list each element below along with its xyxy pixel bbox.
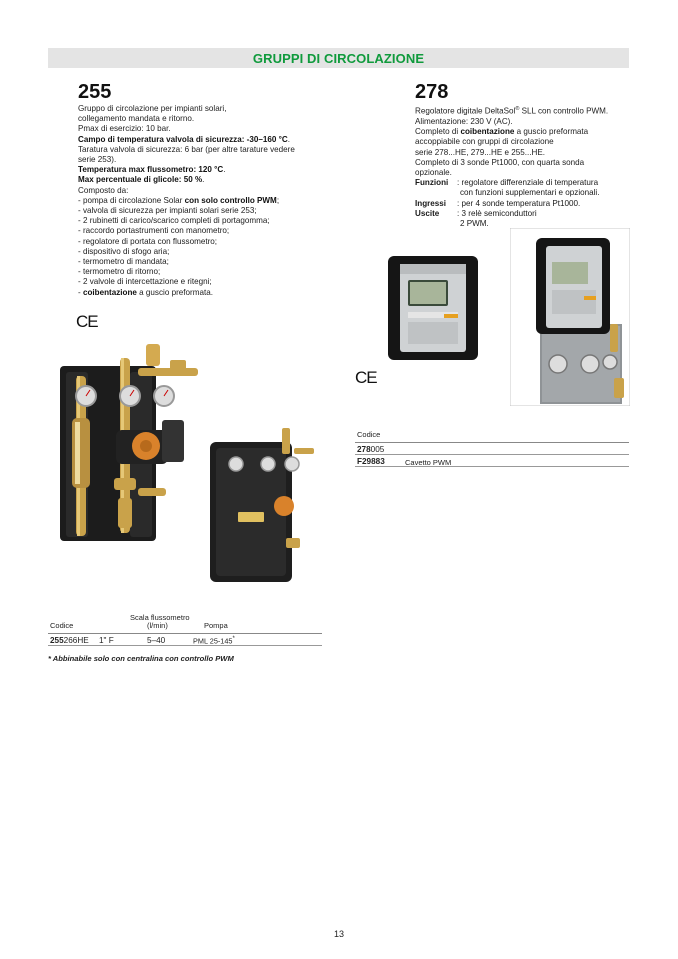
row-pump: PML 25-145* xyxy=(193,636,235,646)
description-line: - regolatore di portata con flussometro; xyxy=(78,236,218,246)
ingressi-row: Ingressi : per 4 sonde temperatura Pt1000. xyxy=(415,198,581,208)
description-line: - pompa di circolazione Solar con solo controllo PWM; xyxy=(78,195,280,205)
section-title: GRUPPI DI CIRCOLAZIONE xyxy=(252,50,425,66)
row-desc: Cavetto PWM xyxy=(405,457,452,467)
description-line: Gruppo di circolazione per impianti solari, xyxy=(78,104,227,113)
product-278-column xyxy=(415,82,630,229)
row-code: 255266HE xyxy=(50,636,89,645)
circulation-group-image xyxy=(58,338,318,586)
description-line: Completo di coibentazione a guscio preformata xyxy=(415,127,589,137)
funzioni-row: Funzioni : regolatore differenziale di temperatura con funzioni supplementari e opzionali. xyxy=(415,178,600,198)
table-header xyxy=(355,424,629,443)
description-line: Campo di temperatura valvola di sicurezza: -30–160 °C. xyxy=(78,134,290,144)
product-278-table xyxy=(355,424,629,467)
description-line: Completo di 3 sonde Pt1000, con quarta sonda xyxy=(415,157,585,167)
row-size: 1" F xyxy=(99,636,114,645)
header-codice: Codice xyxy=(50,620,74,630)
table-row xyxy=(355,443,629,455)
product-255-table xyxy=(48,612,322,646)
description-line: collegamento mandata e ritorno. xyxy=(78,114,195,124)
table-row xyxy=(355,455,629,467)
description-line: Pmax di esercizio: 10 bar. xyxy=(78,124,171,134)
description-line: - raccordo portastrumenti con manometro; xyxy=(78,226,230,236)
header-codice: Codice xyxy=(357,429,381,439)
description-line: serie 278...HE, 279...HE e 255...HE. xyxy=(415,147,546,157)
description-line: serie 253). xyxy=(78,155,117,165)
table-row xyxy=(48,634,322,646)
header-scala: Scala flussometro xyxy=(130,612,190,622)
row-range: 5–40 xyxy=(147,636,166,645)
header-pompa: Pompa xyxy=(204,620,228,630)
description-line: - coibentazione a guscio preformata. xyxy=(78,287,213,297)
ce-mark-right: CE xyxy=(355,368,377,387)
table-header xyxy=(48,612,322,634)
description-line: - valvola di sicurezza per impianti solari serie 253; xyxy=(78,206,257,216)
description-line: Max percentuale di glicole: 50 %. xyxy=(78,175,205,185)
uscite-row: Uscite : 3 relè semiconduttori 2 PWM. xyxy=(415,208,537,228)
description-line: - termometro di ritorno; xyxy=(78,267,161,277)
product-278-description xyxy=(415,104,630,178)
page-number: 13 xyxy=(333,929,344,939)
controller-mounted-image xyxy=(510,228,630,406)
row-code: F29883 xyxy=(357,457,385,466)
description-line: opzionale. xyxy=(415,167,452,177)
description-line: Regolatore digitale DeltaSol® SLL con controllo PWM. xyxy=(415,106,609,116)
description-line: - 2 valvole di intercettazione e ritegni; xyxy=(78,277,212,287)
row-code: 278005 xyxy=(357,445,385,454)
product-255-description xyxy=(78,104,328,298)
description-line: Taratura valvola di sicurezza: 6 bar (per altre tarature vedere xyxy=(78,144,295,154)
ce-mark-left: CE xyxy=(76,312,98,331)
header-scala-unit: (l/min) xyxy=(147,620,168,630)
product-code-278: 278 xyxy=(415,81,449,103)
description-line: - dispositivo di sfogo aria; xyxy=(78,246,170,256)
description-line: Composto da: xyxy=(78,185,129,195)
section-header-bar xyxy=(48,48,629,68)
description-line: Alimentazione: 230 V (AC). xyxy=(415,116,513,126)
description-line: Temperatura max flussometro: 120 °C. xyxy=(78,165,226,175)
controller-image xyxy=(386,254,482,362)
description-line: - termometro di mandata; xyxy=(78,257,169,267)
footnote: * Abbinabile solo con centralina con controllo PWM xyxy=(48,654,234,663)
product-255-column xyxy=(78,82,328,298)
description-line: accoppiabile con gruppi di circolazione xyxy=(415,137,554,147)
description-line: - 2 rubinetti di carico/scarico completi di portagomma; xyxy=(78,216,270,226)
product-code-255: 255 xyxy=(78,81,112,103)
